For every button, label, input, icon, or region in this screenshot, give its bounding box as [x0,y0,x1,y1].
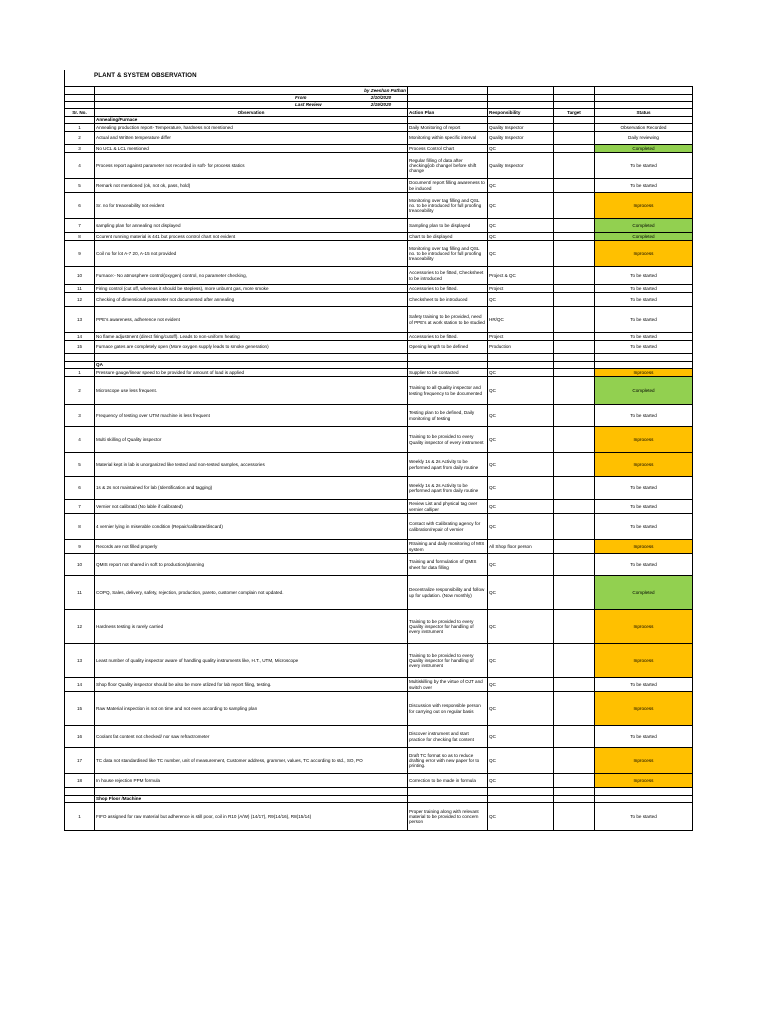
row-status-badge: To be started [595,341,693,354]
row-observation: 1s & 2s not maintained for lab (Identification and tagging) [95,477,408,500]
observation-row [65,477,693,500]
spacer-row [65,788,693,796]
row-sr-no: 6 [65,477,95,500]
header-responsibility: Responsibility [488,109,554,117]
row-sr-no: 12 [65,610,95,644]
row-observation: Coolant fat content not checked/ nor saw refractrometer [95,726,408,748]
observation-row [65,132,693,145]
row-action-plan: Checksheet to be introduced [408,293,488,307]
row-target [554,405,595,427]
row-status-badge: Completed [595,233,693,241]
row-responsibility: Project & QC [488,267,554,285]
observation-row [65,405,693,427]
row-responsibility: QC [488,193,554,219]
from-date-row [65,95,693,102]
observation-row [65,377,693,405]
row-responsibility: QC [488,692,554,726]
row-action-plan: Accessories to be fitted. [408,285,488,293]
row-sr-no: 17 [65,748,95,774]
row-observation: QMIS report not shared in soft to production/planning [95,554,408,576]
observation-row [65,153,693,179]
row-responsibility: QC [488,293,554,307]
row-status-badge: To be started [595,153,693,179]
row-observation: Process report against parameter not recorded in soft- for process statics [95,153,408,179]
row-observation: Firing control (cut off, whereas it should be stepless), more unburnt gas, more smoke [95,285,408,293]
row-responsibility: Project [488,333,554,341]
author-name: by Zeeshan Pathan [95,87,408,95]
row-observation: Remark not mentioned (ok, not ok, pass, hold) [95,179,408,193]
row-target [554,803,595,831]
row-sr-no: 10 [65,554,95,576]
row-observation: COPQ, Sales, delivery, safety, rejection, production, pareto, customer complain not updated. [95,576,408,610]
row-responsibility: QC [488,803,554,831]
observation-row [65,285,693,293]
row-responsibility: HR/QC [488,307,554,333]
row-status-badge: Inprocess [595,774,693,788]
row-action-plan: Accessories to be fitted, Checksheet to be introduced [408,267,488,285]
observation-row [65,333,693,341]
observation-row [65,241,693,267]
row-status-badge: To be started [595,678,693,692]
row-sr-no: 13 [65,307,95,333]
row-target [554,477,595,500]
row-sr-no: 9 [65,241,95,267]
last-review-label: Last Review [295,102,322,108]
spacer-row [65,354,693,362]
row-observation: No flame adjustment (direct firing/cutoff). Leads to non-uniform heating [95,333,408,341]
from-label: From [295,95,307,101]
observation-row [65,193,693,219]
row-action-plan: Training to all Quality inspector and testing frequency to be documented [408,377,488,405]
row-target [554,576,595,610]
row-responsibility: QC [488,514,554,540]
observation-row [65,267,693,285]
row-sr-no: 8 [65,514,95,540]
observation-row [65,500,693,514]
row-sr-no: 18 [65,774,95,788]
row-status-badge: To be started [595,267,693,285]
row-target [554,540,595,554]
observation-row [65,145,693,153]
row-target [554,241,595,267]
row-responsibility: Quality Inspector [488,132,554,145]
row-sr-no: 1 [65,124,95,132]
row-action-plan: Multiskilling by the virtue of OJT and switch over [408,678,488,692]
row-action-plan: Document/ report filling awareness to be induced [408,179,488,193]
author-row [65,87,693,95]
row-target [554,307,595,333]
row-status-badge: Daily reviewing [595,132,693,145]
row-action-plan: Training and formulation of QMIS sheet for data filling [408,554,488,576]
row-sr-no: 5 [65,179,95,193]
row-action-plan: Decentralize responsibility and follow up for updation. (Now monthly) [408,576,488,610]
row-status-badge: Inprocess [595,748,693,774]
row-observation: Vernier not calibratd (No lable if calibrated) [95,500,408,514]
last-review-row [65,102,693,109]
row-status-badge: Inprocess [595,644,693,678]
row-sr-no: 2 [65,132,95,145]
observation-row [65,692,693,726]
row-target [554,369,595,377]
section-header-row [65,796,693,803]
row-observation: Annealing production report- Temperature, hardness not mentioned [95,124,408,132]
row-status-badge: To be started [595,307,693,333]
observation-row [65,576,693,610]
row-responsibility: QC [488,369,554,377]
row-sr-no: 7 [65,219,95,233]
row-action-plan: Monitoring over tag filling and QSL no. to be introduced for full proofing treaceability [408,241,488,267]
row-target [554,453,595,477]
row-responsibility: QC [488,644,554,678]
row-action-plan: Opening length to be defined [408,341,488,354]
row-responsibility: All Shop floor person [488,540,554,554]
row-target [554,193,595,219]
row-observation: Pressure gauge/linear speed to be provided for amount of load is applied [95,369,408,377]
row-status-badge: Completed [595,377,693,405]
header-status: Status [595,109,693,117]
row-action-plan: Monitoring within specific interval [408,132,488,145]
observation-row [65,233,693,241]
row-action-plan: Discover instrument and start practice for checking fat content [408,726,488,748]
row-responsibility: QC [488,241,554,267]
row-target [554,267,595,285]
observation-row [65,293,693,307]
header-sr-no: Sr. No. [65,109,95,117]
row-status-badge: To be started [595,405,693,427]
observation-row [65,341,693,354]
row-observation: Furnace gates are completely open (More oxygen supply leads to smoke generation) [95,341,408,354]
row-target [554,554,595,576]
row-sr-no: 16 [65,726,95,748]
row-observation: TC data not standardised like TC number, unit of measurement, Customer address, grammer, values, TC according to std., SO, PO [95,748,408,774]
row-responsibility: QC [488,678,554,692]
row-status-badge: Inprocess [595,692,693,726]
row-observation: Frequency of testing over UTM machine is less frequent [95,405,408,427]
row-responsibility: QC [488,233,554,241]
row-responsibility: Quality Inspector [488,124,554,132]
observation-row [65,514,693,540]
row-action-plan: Weekly 1s & 2s Activity to be performed apart from daily routine [408,453,488,477]
row-status-badge: To be started [595,554,693,576]
row-observation: Shop floor Quality inspector should be also be more utlized for lab report filing, testing. [95,678,408,692]
row-action-plan: Accessories to be fitted. [408,333,488,341]
row-action-plan: Review List and physical tag over vernier calliper [408,500,488,514]
row-action-plan: Proper training along with relevant material to be provided to concern person [408,803,488,831]
row-target [554,610,595,644]
row-action-plan: Safety training to be provided, need of PPE's at work station to be studied [408,307,488,333]
row-action-plan: Supplier to be contacted [408,369,488,377]
row-observation: Hardness testing is rarely carried [95,610,408,644]
observation-table [64,86,693,831]
row-responsibility: QC [488,405,554,427]
row-sr-no: 10 [65,267,95,285]
row-responsibility: Project [488,285,554,293]
row-responsibility: QC [488,748,554,774]
observation-row [65,124,693,132]
row-action-plan: Discussion with responsible person for carrying out on regular basis [408,692,488,726]
row-sr-no: 11 [65,576,95,610]
row-status-badge: Inprocess [595,193,693,219]
row-action-plan: Chart to be displayed [408,233,488,241]
row-status-badge: To be started [595,477,693,500]
row-responsibility: QC [488,477,554,500]
sheet-title: PLANT & SYSTEM OBSERVATION [94,72,197,79]
row-target [554,153,595,179]
row-observation: Microscope use less frequent. [95,377,408,405]
observation-row [65,726,693,748]
row-sr-no: 4 [65,427,95,453]
row-observation: Actual and Written temperature differ [95,132,408,145]
row-observation: Coil no for lot A-7 20, A-15 not provided [95,241,408,267]
row-responsibility: QC [488,774,554,788]
row-action-plan: Process Control Chart [408,145,488,153]
row-status-badge: Inprocess [595,540,693,554]
row-responsibility: QC [488,453,554,477]
row-target [554,145,595,153]
row-target [554,514,595,540]
row-responsibility: Production [488,341,554,354]
row-sr-no: 14 [65,678,95,692]
row-responsibility: QC [488,500,554,514]
row-status-badge: Inprocess [595,427,693,453]
row-observation: Multi skilling of Quality inspector [95,427,408,453]
row-observation: Least number of quality inspector aware of handling quality instruments like, H.T., UTM, Microscope [95,644,408,678]
row-target [554,333,595,341]
row-action-plan: Testing plan to be defined, Daily monitoring of testing [408,405,488,427]
from-date: 2/10/2020 [370,95,392,101]
row-status-badge: To be started [595,333,693,341]
row-responsibility: QC [488,145,554,153]
row-observation: Raw Material inspection is not on time and not even according to sampling plan [95,692,408,726]
row-sr-no: 14 [65,333,95,341]
observation-row [65,179,693,193]
row-action-plan: Draft TC format so as to reduce drafting error with new paper for to printing. [408,748,488,774]
row-status-badge: Completed [595,219,693,233]
row-sr-no: 3 [65,145,95,153]
observation-row [65,453,693,477]
row-observation: PPE's awareness, adherence not evident [95,307,408,333]
row-target [554,341,595,354]
row-sr-no: 4 [65,153,95,179]
row-sr-no: 8 [65,233,95,241]
row-action-plan: Correction to be made in formula [408,774,488,788]
row-sr-no: 7 [65,500,95,514]
row-target [554,233,595,241]
header-observation: Observation [95,109,408,117]
row-status-badge: Completed [595,145,693,153]
row-action-plan: Daily Monitoring of report [408,124,488,132]
section-header-row [65,362,693,369]
row-observation: No UCL & LCL mentioned [95,145,408,153]
observation-row [65,610,693,644]
row-status-badge: Inprocess [595,453,693,477]
column-header-row [65,109,693,117]
row-responsibility: QC [488,610,554,644]
row-sr-no: 15 [65,692,95,726]
row-responsibility: QC [488,179,554,193]
row-status-badge: To be started [595,500,693,514]
row-action-plan: Training to be provided to every Quality inspector of every instrument [408,427,488,453]
row-sr-no: 2 [65,377,95,405]
row-action-plan: Rtraining and daily monitoring of MIS system [408,540,488,554]
row-status-badge: To be started [595,514,693,540]
row-action-plan: Contact with Calibrating agency for calibration/repair of vernier [408,514,488,540]
row-sr-no: 1 [65,369,95,377]
row-target [554,219,595,233]
row-target [554,692,595,726]
row-target [554,644,595,678]
row-target [554,377,595,405]
row-observation: Ccurent running material is 441 but process control chart not evident [95,233,408,241]
row-target [554,293,595,307]
observation-table-body [65,87,693,831]
observation-row [65,748,693,774]
row-status-badge: Inprocess [595,369,693,377]
row-observation: Sr. no for treaceability not evident [95,193,408,219]
section-title: QA [95,362,408,369]
observation-row [65,644,693,678]
row-status-badge: To be started [595,293,693,307]
row-target [554,285,595,293]
header-action-plan: Action Plan [408,109,488,117]
row-action-plan: Training to be provided to every Quality inspector for handling of every instrument [408,644,488,678]
row-sr-no: 6 [65,193,95,219]
header-target: Target [554,109,595,117]
observation-row [65,803,693,831]
row-observation: 4 vernier lying in miserable condition (Repair/calibrate/discard) [95,514,408,540]
row-target [554,726,595,748]
observation-row [65,678,693,692]
last-review-date: 2/19/2020 [370,102,392,108]
observation-row [65,540,693,554]
row-observation: Material kept in lab is unorganized like tested and non-tested samples, accessories [95,453,408,477]
observation-row [65,219,693,233]
row-status-badge: Inprocess [595,610,693,644]
row-sr-no: 15 [65,341,95,354]
row-responsibility: Quality Inspector [488,153,554,179]
row-target [554,124,595,132]
row-observation: Furnace:- No atmosphere control(oxygen) control, no parameter checking, [95,267,408,285]
observation-row [65,307,693,333]
row-action-plan: Training to be provided to every Quality inspector for handling of every instrument [408,610,488,644]
row-responsibility: QC [488,576,554,610]
observation-row [65,774,693,788]
row-status-badge: To be started [595,179,693,193]
row-responsibility: QC [488,219,554,233]
row-target [554,748,595,774]
row-responsibility: QC [488,427,554,453]
row-responsibility: QC [488,726,554,748]
section-header-row [65,117,693,124]
row-status-badge: To be started [595,803,693,831]
row-sr-no: 1 [65,803,95,831]
row-status-badge: Observation Recorded [595,124,693,132]
row-target [554,500,595,514]
row-observation: sampling plan for annealing not displayed [95,219,408,233]
row-action-plan: Monitoring over tag filling and QSL no. to be introduced for full proofing treaceability [408,193,488,219]
row-status-badge: To be started [595,726,693,748]
row-target [554,132,595,145]
observation-row [65,369,693,377]
observation-row [65,427,693,453]
row-action-plan: Weekly 1s & 2s Activity to be performed apart from daily routine [408,477,488,500]
row-status-badge: Inprocess [595,241,693,267]
row-responsibility: QC [488,554,554,576]
row-target [554,427,595,453]
row-target [554,774,595,788]
row-target [554,678,595,692]
row-action-plan: Sampling plan to be displayed [408,219,488,233]
row-observation: FIFO assigned for raw material but adherence is still poor, coil in R10 (A/W) (14/17), R9(14/16), R8(15/14) [95,803,408,831]
row-sr-no: 11 [65,285,95,293]
row-observation: Records are not filled properly [95,540,408,554]
row-sr-no: 3 [65,405,95,427]
row-target [554,179,595,193]
row-sr-no: 12 [65,293,95,307]
row-action-plan: Regular filling of data after checking/job change/ before shift change [408,153,488,179]
row-status-badge: Completed [595,576,693,610]
row-responsibility: QC [488,377,554,405]
observation-row [65,554,693,576]
section-title: Annealing/Furnace [95,117,408,124]
row-observation: Checking of dimensional parameter not documented after annealing [95,293,408,307]
row-observation: In house rejection PPM formula [95,774,408,788]
row-status-badge: To be started [595,285,693,293]
section-title: Shop Floor /Machine [95,796,408,803]
row-sr-no: 5 [65,453,95,477]
row-sr-no: 13 [65,644,95,678]
row-sr-no: 9 [65,540,95,554]
